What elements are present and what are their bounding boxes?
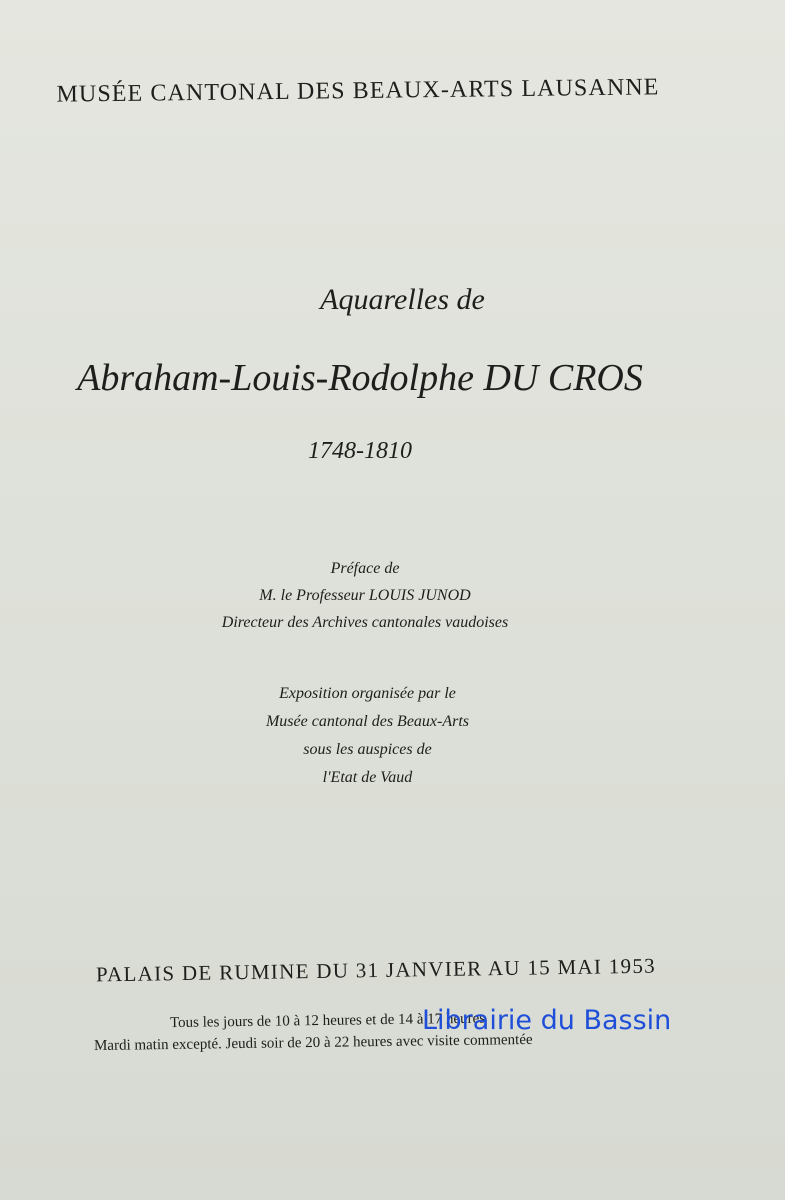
venue-dates: PALAIS DE RUMINE DU 31 JANVIER AU 15 MAI 1953 bbox=[95, 953, 657, 987]
opening-hours-line-2: Mardi matin excepté. Jeudi soir de 20 à 22 heures avec visite commentée bbox=[93, 1031, 533, 1055]
preface-label: Préface de bbox=[330, 560, 400, 577]
exhibition-line-4: l'Etat de Vaud bbox=[322, 769, 413, 786]
preface-author-title: Directeur des Archives cantonales vaudoises bbox=[221, 614, 509, 631]
preface-author: M. le Professeur LOUIS JUNOD bbox=[259, 587, 471, 604]
exhibition-line-3: sous les auspices de bbox=[303, 741, 432, 758]
artist-name: Abraham-Louis-Rodolphe DU CROS bbox=[77, 357, 643, 399]
exhibition-line-1: Exposition organisée par le bbox=[279, 685, 456, 702]
title-line-aquarelles: Aquarelles de bbox=[320, 283, 485, 316]
museum-header: MUSÉE CANTONAL DES BEAUX-ARTS LAUSANNE bbox=[56, 74, 660, 108]
artist-years: 1748-1810 bbox=[308, 438, 412, 464]
opening-hours-line-1: Tous les jours de 10 à 12 heures et de 14 à 17 heures bbox=[169, 1010, 486, 1032]
bookseller-watermark: Librairie du Bassin bbox=[422, 1005, 672, 1036]
exhibition-line-2: Musée cantonal des Beaux-Arts bbox=[265, 713, 470, 730]
